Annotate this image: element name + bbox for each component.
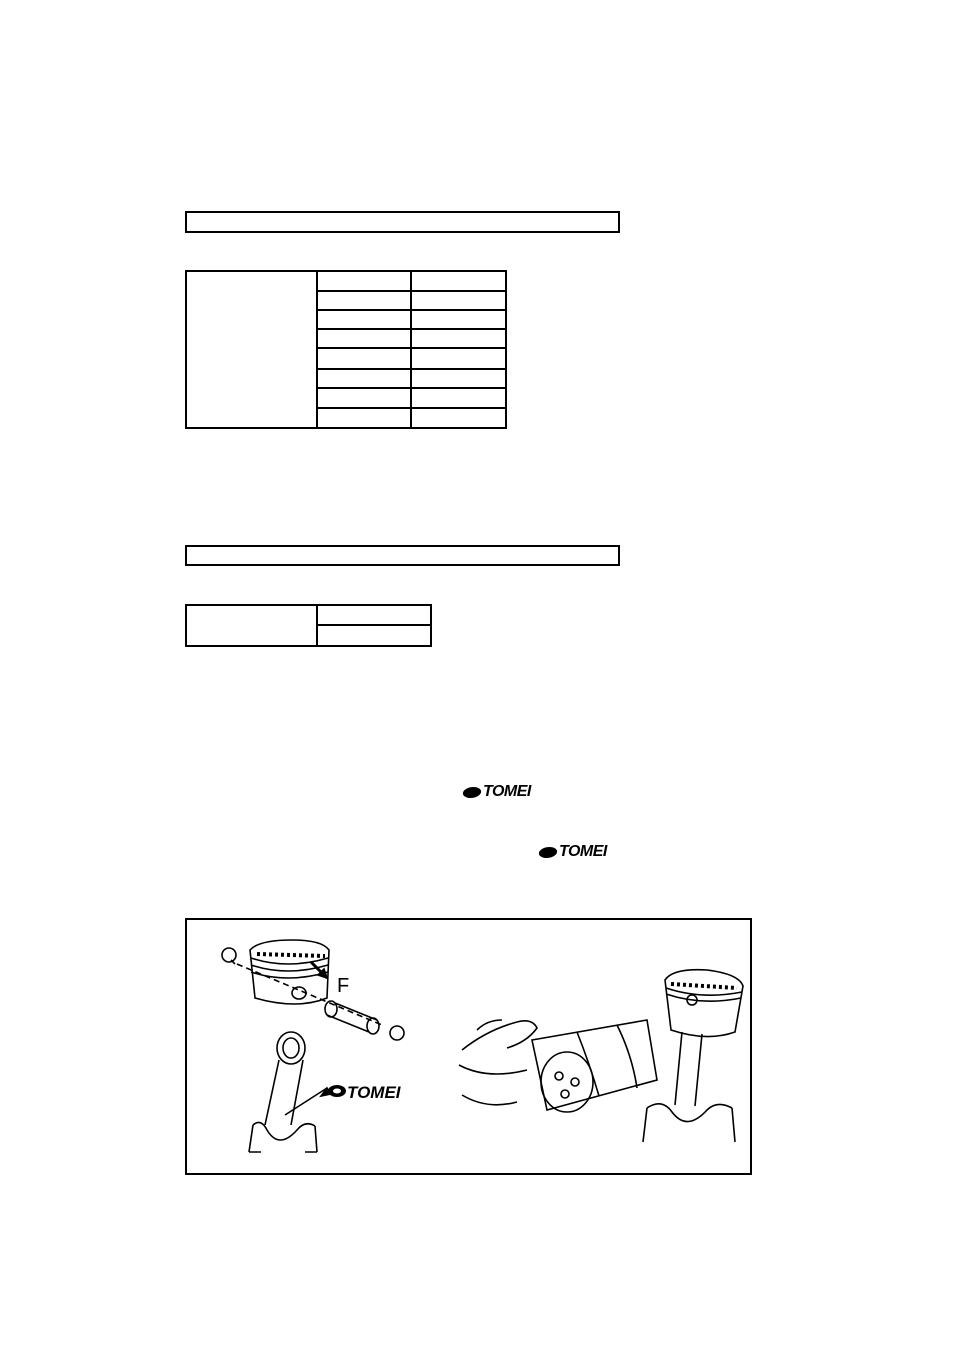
spec-table-2 [185,604,432,647]
table-cell [317,369,410,388]
table-cell [317,625,431,646]
tomei-logo-2 [539,843,607,861]
arrow-label-f: F [337,975,350,997]
table-cell [411,388,506,408]
table-cell [317,271,410,291]
table-cell [317,408,410,428]
spec-table-2-label-cell [186,605,317,646]
rod-tomei-logo [328,1083,402,1102]
illustration-drawing [187,920,750,1173]
tomei-logo-mark-icon [462,787,483,798]
table-cell [411,310,506,329]
table-cell [411,291,506,310]
spec-table-1-label-cell [186,271,317,428]
piston-exploded-view [222,940,404,1152]
section-header-bar-1 [185,211,620,233]
table-cell [317,291,410,310]
logo-text: TOMEI [347,1083,401,1102]
tomei-logo-mark-icon [538,847,559,858]
logo-text: TOMEI [559,843,607,860]
table-cell [411,369,506,388]
table-cell [411,408,506,428]
table-cell [317,388,410,408]
table-cell [411,348,506,368]
table-cell [317,605,431,625]
illustration-figure [185,918,752,1175]
press-fitting-view [459,970,743,1142]
table-cell [411,271,506,291]
table-cell [411,329,506,348]
table-cell [317,348,410,368]
table-cell [317,310,410,329]
table-cell [317,329,410,348]
spec-table-1 [185,270,507,429]
section-header-bar-2 [185,545,620,566]
tomei-logo-1 [463,783,531,801]
logo-text: TOMEI [483,783,531,800]
